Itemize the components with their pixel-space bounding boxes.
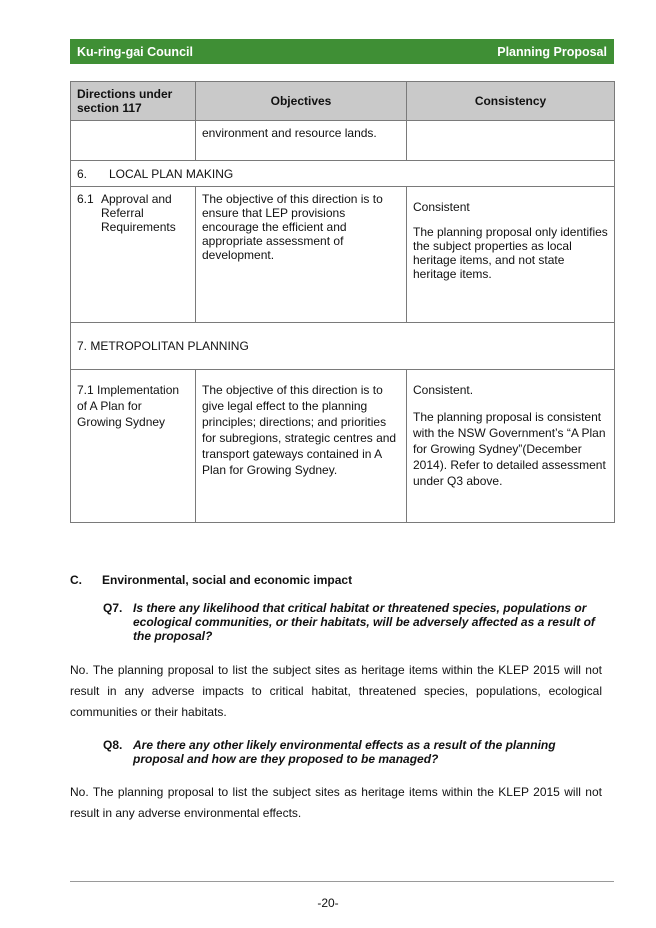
section-c-title: Environmental, social and economic impact [102, 573, 353, 587]
table-header-row [71, 82, 615, 121]
table-row-7-1 [71, 370, 615, 523]
consistency-status: Consistent. [413, 383, 474, 397]
cell-consistency-7-1 [407, 370, 615, 523]
cell-direction-7-1: 7.1 Implementation of A Plan for Growing Sydney [71, 370, 196, 523]
header-objectives: Objectives [196, 82, 407, 121]
section-6-number: 6. [77, 166, 88, 181]
section-c-heading [70, 573, 614, 587]
header-council-name: Ku-ring-gai Council [77, 44, 193, 59]
cell-consistency-6-1 [407, 187, 615, 323]
footer-divider [70, 881, 614, 882]
question-q7 [103, 601, 603, 643]
section-7-heading: 7. METROPOLITAN PLANNING [71, 323, 615, 370]
header-consistency: Consistency [407, 82, 615, 121]
cell-direction-6-1 [71, 187, 196, 323]
cell-empty [407, 121, 615, 161]
direction-title: Approval and Referral Requirements [101, 192, 176, 234]
cell-objective-7-1: The objective of this direction is to give legal effect to the planning principles; directions; and priorities for subregions, strategic centres and transport gateways contained in A Plan for Growing Sydney. [196, 370, 407, 523]
directions-table [70, 81, 615, 523]
q7-answer: No. The planning proposal to list the subject sites as heritage items within the KLEP 2015 will not result in any adverse impacts to critical habitat, threatened species, populations, ecological communities or their habitats. [70, 663, 602, 719]
section-6-heading [71, 161, 615, 187]
table-row-continued [71, 121, 615, 161]
section-6-title: LOCAL PLAN MAKING [109, 166, 234, 181]
consistency-text: The planning proposal only identifies the subject properties as local heritage items, and not state heritage items. [413, 225, 608, 281]
table-section-row-7 [71, 323, 615, 370]
header-document-title: Planning Proposal [497, 44, 607, 59]
table-section-row-6 [71, 161, 615, 187]
cell-empty [71, 121, 196, 161]
direction-number: 6.1 [77, 192, 94, 206]
q8-number: Q8. [103, 738, 123, 752]
q8-answer: No. The planning proposal to list the subject sites as heritage items within the KLEP 2015 will not result in any adverse environmental effects. [70, 785, 602, 820]
question-q8 [103, 738, 603, 766]
header-directions: Directions under section 117 [71, 82, 196, 121]
section-c-letter: C. [70, 573, 82, 587]
cell-objective-6-1: The objective of this direction is to ensure that LEP provisions encourage the efficient and appropriate assessment of development. [196, 187, 407, 323]
consistency-text: The planning proposal is consistent with the NSW Government’s “A Plan for Growing Sydney”(December 2014). Refer to detailed assessment under Q3 above. [413, 410, 606, 488]
q8-text: Are there any other likely environmental effects as a result of the planning proposal and how are they proposed to be managed? [133, 738, 556, 766]
consistency-status: Consistent [413, 200, 470, 214]
cell-objective-continued: environment and resource lands. [196, 121, 407, 161]
page-number: -20- [317, 896, 339, 910]
page-header [70, 39, 614, 64]
q7-number: Q7. [103, 601, 123, 615]
table-row-6-1 [71, 187, 615, 323]
q7-text: Is there any likelihood that critical habitat or threatened species, populations or ecological communities, or their habitats, will be adversely affected as a result of the proposal? [133, 601, 595, 643]
